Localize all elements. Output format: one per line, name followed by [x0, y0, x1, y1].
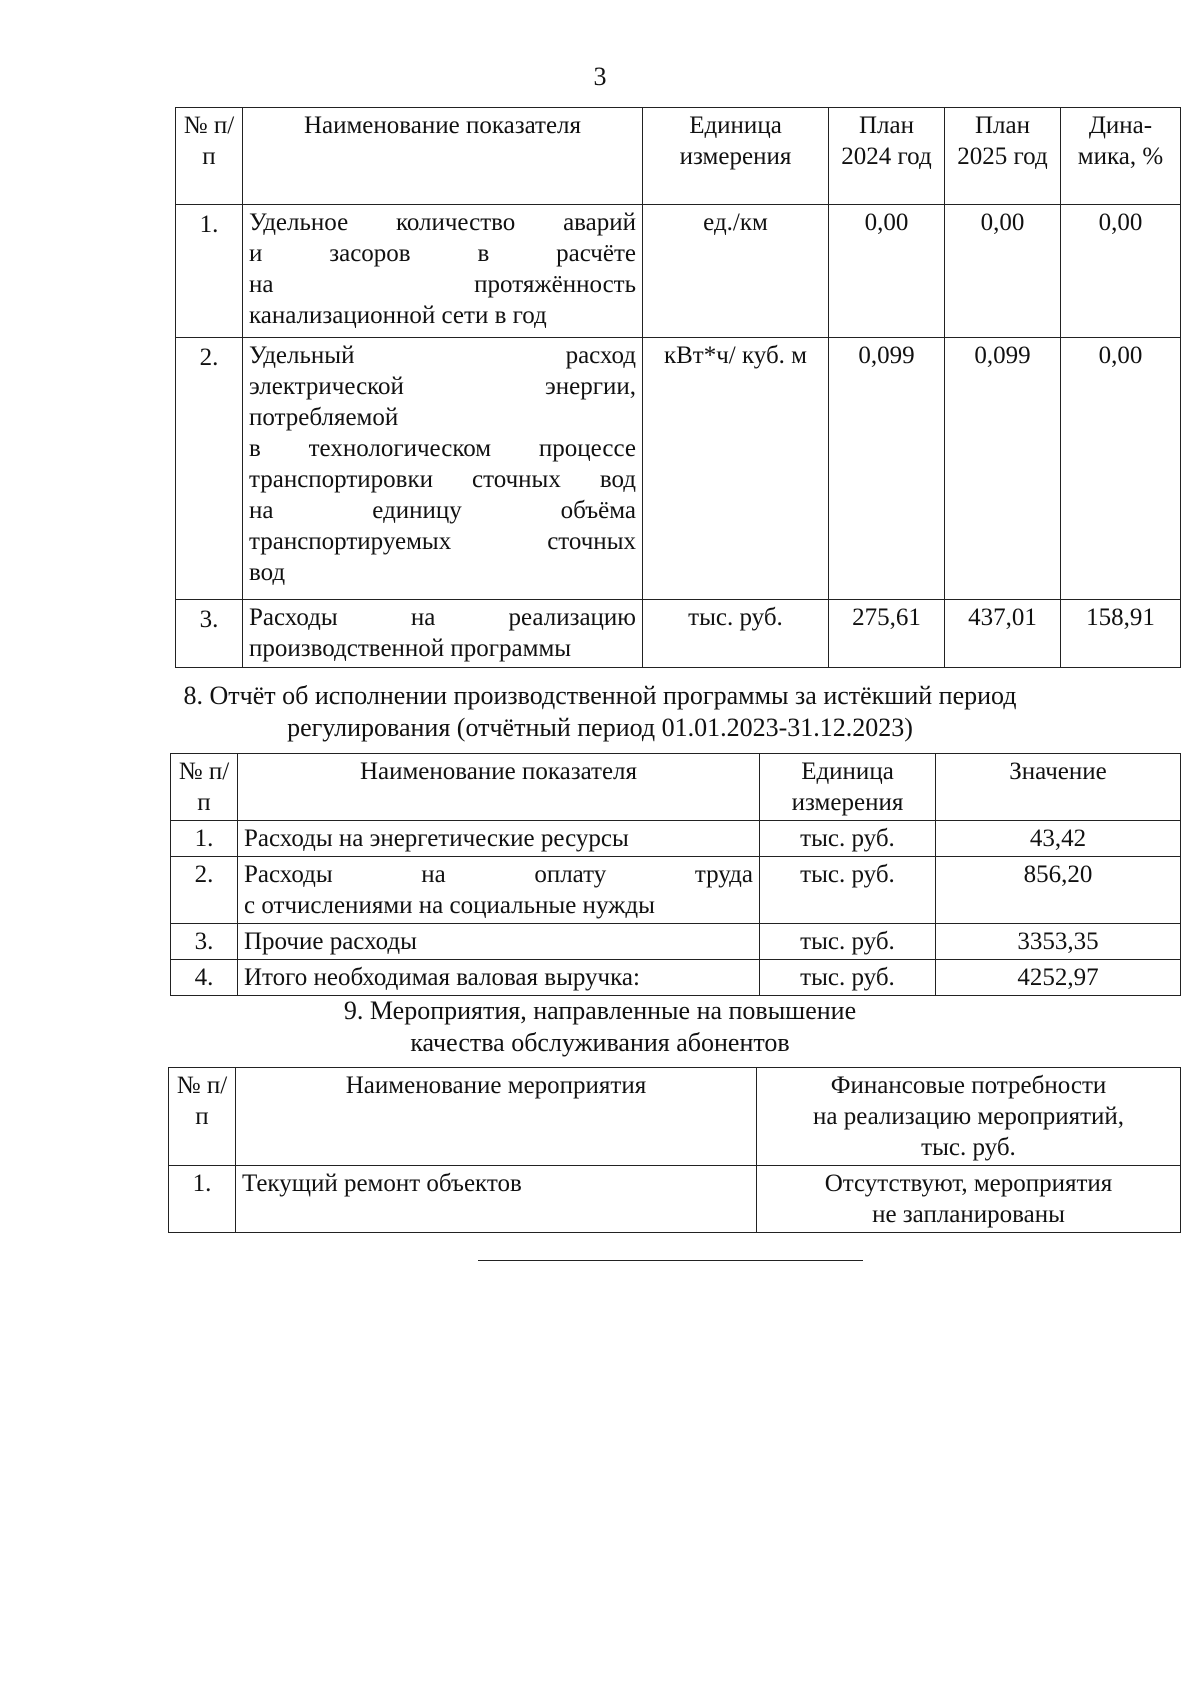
table-row: [169, 1166, 1181, 1233]
table-row: [176, 205, 1181, 338]
section-9-title-line: качества обслуживания абонентов: [410, 1028, 790, 1057]
col-header-finance-line: Финансовые потребности: [830, 1072, 1107, 1099]
row-num: 3.: [171, 924, 238, 960]
row-num: 1.: [169, 1166, 236, 1233]
col-header-finance-line: на реализацию мероприятий,: [812, 1103, 1125, 1130]
row-name-line: транспортировки сточных вод: [249, 466, 636, 493]
row-name-line: в технологическом процессе: [249, 435, 636, 462]
section-9-title-line: 9. Мероприятия, направленные на повышение: [343, 996, 857, 1025]
row-name: [243, 205, 643, 338]
col-header-finance: [757, 1068, 1181, 1166]
row-dynamics: 0,00: [1061, 338, 1181, 600]
col-header-name: Наименование показателя: [238, 754, 760, 821]
program-execution-table: [170, 753, 1181, 996]
row-unit: кВт*ч/ куб. м: [643, 338, 829, 600]
col-header-finance-line: тыс. руб.: [921, 1134, 1016, 1161]
row-name-line: канализационной сети в год: [249, 302, 547, 329]
row-name-line: на единицу объёма: [249, 497, 636, 524]
row-name-line: на протяжённость: [249, 271, 636, 298]
row-name-line: Расходы на оплату труда: [244, 861, 753, 888]
row-name-line: и засоров в расчёте: [249, 240, 636, 267]
col-header-num: № п/п: [169, 1068, 236, 1166]
row-name-line: Расходы на энергетические ресурсы: [244, 825, 629, 852]
row-finance: [757, 1166, 1181, 1233]
row-name-line: Удельное количество аварий: [249, 209, 636, 236]
row-name-line: транспортируемых сточных: [249, 528, 636, 555]
table-header-row: [176, 108, 1181, 205]
row-num: 2.: [176, 338, 243, 600]
table-row: [171, 857, 1181, 924]
row-name-line: Итого необходимая валовая выручка:: [244, 964, 640, 991]
row-name: [238, 857, 760, 924]
page-number: 3: [593, 62, 607, 91]
col-header-name: Наименование показателя: [243, 108, 643, 205]
row-name-line: электрической энергии,: [249, 373, 636, 400]
row-name-line: потребляемой: [249, 404, 399, 431]
row-unit: тыс. руб.: [760, 857, 936, 924]
row-name: [238, 924, 760, 960]
table-row: [176, 338, 1181, 600]
row-unit: тыс. руб.: [643, 600, 829, 668]
row-num: 1.: [176, 205, 243, 338]
row-finance-line: Отсутствуют, мероприятия: [824, 1170, 1113, 1197]
row-name: [238, 821, 760, 857]
row-value: 4252,97: [936, 960, 1181, 996]
col-header-name: Наименование мероприятия: [236, 1068, 757, 1166]
row-plan-2024: 275,61: [829, 600, 945, 668]
service-quality-measures-table: [168, 1067, 1181, 1233]
table-header-row: [169, 1068, 1181, 1166]
row-value: 856,20: [936, 857, 1181, 924]
row-num: 3.: [176, 600, 243, 668]
section-9-title: [0, 995, 1200, 1059]
row-name-line: производственной программы: [249, 635, 572, 662]
row-name: Текущий ремонт объектов: [236, 1166, 757, 1233]
end-of-document-rule: [478, 1260, 863, 1261]
row-unit: тыс. руб.: [760, 821, 936, 857]
row-plan-2024: 0,099: [829, 338, 945, 600]
row-num: 2.: [171, 857, 238, 924]
row-unit: тыс. руб.: [760, 960, 936, 996]
table-header-row: [171, 754, 1181, 821]
row-name: [243, 338, 643, 600]
row-name-line: Удельный расход: [249, 342, 636, 369]
section-8-title-line: регулирования (отчётный период 01.01.2023-31.12.2023): [287, 713, 913, 742]
row-num: 4.: [171, 960, 238, 996]
row-plan-2024: 0,00: [829, 205, 945, 338]
section-8-title: [0, 680, 1200, 744]
row-name-line: Прочие расходы: [244, 928, 417, 955]
col-header-dynamics: Дина-мика, %: [1061, 108, 1181, 205]
table-row: [171, 821, 1181, 857]
row-name-line: с отчислениями на социальные нужды: [244, 892, 655, 919]
table-row: [176, 600, 1181, 668]
row-dynamics: 158,91: [1061, 600, 1181, 668]
row-name: [243, 600, 643, 668]
row-finance-line: не запланированы: [872, 1201, 1065, 1228]
row-num: 1.: [171, 821, 238, 857]
row-unit: ед./км: [643, 205, 829, 338]
col-header-num: № п/п: [171, 754, 238, 821]
row-name: [238, 960, 760, 996]
row-plan-2025: 437,01: [945, 600, 1061, 668]
table-row: [171, 924, 1181, 960]
col-header-unit: Единица измерения: [760, 754, 936, 821]
row-plan-2025: 0,099: [945, 338, 1061, 600]
col-header-plan-2024: План 2024 год: [829, 108, 945, 205]
row-plan-2025: 0,00: [945, 205, 1061, 338]
row-dynamics: 0,00: [1061, 205, 1181, 338]
row-name-line: вод: [249, 559, 286, 586]
row-value: 43,42: [936, 821, 1181, 857]
col-header-num: № п/п: [176, 108, 243, 205]
row-name-line: Расходы на реализацию: [249, 604, 636, 631]
row-unit: тыс. руб.: [760, 924, 936, 960]
section-8-title-line: 8. Отчёт об исполнении производственной программы за истёкший период: [183, 681, 1017, 710]
table-row: [171, 960, 1181, 996]
plan-indicators-table: [175, 107, 1181, 668]
col-header-unit: Единица измерения: [643, 108, 829, 205]
row-value: 3353,35: [936, 924, 1181, 960]
col-header-plan-2025: План 2025 год: [945, 108, 1061, 205]
col-header-value: Значение: [936, 754, 1181, 821]
